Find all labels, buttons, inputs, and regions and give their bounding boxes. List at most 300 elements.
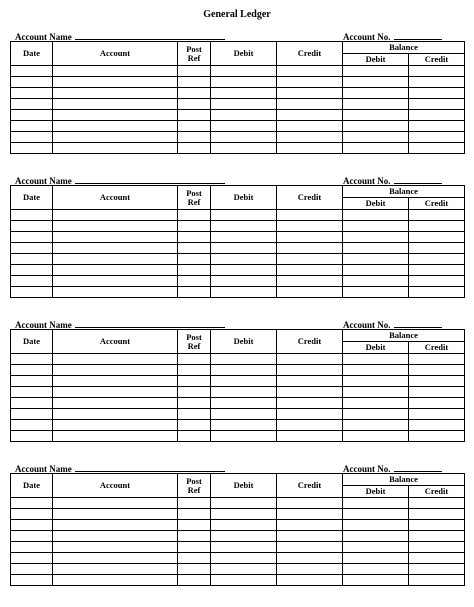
- cell[interactable]: [11, 121, 53, 132]
- col-postref-header: [178, 330, 211, 354]
- cell[interactable]: [409, 354, 465, 365]
- cell[interactable]: [53, 254, 178, 265]
- cell[interactable]: [11, 232, 53, 243]
- cell[interactable]: [211, 531, 277, 542]
- cell[interactable]: [11, 531, 53, 542]
- cell[interactable]: [343, 387, 409, 398]
- cell[interactable]: [409, 409, 465, 420]
- cell[interactable]: [277, 509, 343, 520]
- cell[interactable]: [277, 110, 343, 121]
- cell[interactable]: [178, 88, 211, 99]
- table-row: [11, 509, 465, 520]
- cell[interactable]: [277, 121, 343, 132]
- cell[interactable]: [211, 409, 277, 420]
- cell[interactable]: [11, 221, 53, 232]
- cell[interactable]: [211, 254, 277, 265]
- cell[interactable]: [409, 420, 465, 431]
- cell[interactable]: [277, 564, 343, 575]
- cell[interactable]: [53, 531, 178, 542]
- account-no-line[interactable]: [394, 31, 442, 40]
- cell[interactable]: [277, 88, 343, 99]
- cell[interactable]: [409, 376, 465, 387]
- col-balance-debit-header: Debit: [343, 54, 409, 66]
- col-account-header: Account: [53, 474, 178, 498]
- cell[interactable]: [178, 431, 211, 442]
- cell[interactable]: [53, 354, 178, 365]
- cell[interactable]: [53, 210, 178, 221]
- cell[interactable]: [277, 531, 343, 542]
- cell[interactable]: [53, 88, 178, 99]
- ledger-body[interactable]: [11, 210, 465, 298]
- cell[interactable]: [277, 520, 343, 531]
- cell[interactable]: [343, 121, 409, 132]
- cell[interactable]: [211, 132, 277, 143]
- cell[interactable]: [343, 77, 409, 88]
- cell[interactable]: [11, 276, 53, 287]
- cell[interactable]: [277, 99, 343, 110]
- cell[interactable]: [11, 110, 53, 121]
- cell[interactable]: [211, 121, 277, 132]
- cell[interactable]: [11, 265, 53, 276]
- cell[interactable]: [53, 265, 178, 276]
- page-title: General Ledger: [203, 9, 271, 20]
- cell[interactable]: [178, 265, 211, 276]
- postref-line1: Post: [186, 43, 202, 54]
- cell[interactable]: [211, 398, 277, 409]
- cell[interactable]: [343, 265, 409, 276]
- cell[interactable]: [53, 420, 178, 431]
- cell[interactable]: [409, 77, 465, 88]
- cell[interactable]: [11, 387, 53, 398]
- cell[interactable]: [178, 110, 211, 121]
- account-name-line[interactable]: [75, 175, 225, 184]
- cell[interactable]: [409, 143, 465, 154]
- cell[interactable]: [11, 254, 53, 265]
- cell[interactable]: [53, 143, 178, 154]
- col-balance-debit-header: Debit: [343, 486, 409, 498]
- col-date-header: Date: [11, 330, 53, 354]
- cell[interactable]: [211, 354, 277, 365]
- cell[interactable]: [409, 265, 465, 276]
- cell[interactable]: [409, 531, 465, 542]
- cell[interactable]: [11, 77, 53, 88]
- cell[interactable]: [53, 575, 178, 586]
- cell[interactable]: [211, 509, 277, 520]
- cell[interactable]: [178, 520, 211, 531]
- cell[interactable]: [343, 88, 409, 99]
- cell[interactable]: [11, 376, 53, 387]
- cell[interactable]: [409, 398, 465, 409]
- cell[interactable]: [178, 509, 211, 520]
- cell[interactable]: [409, 88, 465, 99]
- table-row: [11, 243, 465, 254]
- account-name-line[interactable]: [75, 319, 225, 328]
- cell[interactable]: [178, 132, 211, 143]
- col-credit-header: Credit: [277, 474, 343, 498]
- cell[interactable]: [277, 376, 343, 387]
- table-row: [11, 232, 465, 243]
- cell[interactable]: [211, 553, 277, 564]
- cell[interactable]: [211, 77, 277, 88]
- cell[interactable]: [343, 99, 409, 110]
- cell[interactable]: [343, 553, 409, 564]
- cell[interactable]: [11, 542, 53, 553]
- postref-line2: Ref: [187, 340, 201, 351]
- cell[interactable]: [409, 520, 465, 531]
- cell[interactable]: [211, 387, 277, 398]
- cell[interactable]: [343, 376, 409, 387]
- cell[interactable]: [11, 420, 53, 431]
- cell[interactable]: [409, 243, 465, 254]
- cell[interactable]: [343, 409, 409, 420]
- cell[interactable]: [277, 232, 343, 243]
- cell[interactable]: [178, 498, 211, 509]
- cell[interactable]: [343, 110, 409, 121]
- col-credit-header: Credit: [277, 42, 343, 66]
- cell[interactable]: [11, 398, 53, 409]
- col-postref-header: [178, 186, 211, 210]
- cell[interactable]: [277, 66, 343, 77]
- cell[interactable]: [178, 243, 211, 254]
- postref-line2: Ref: [187, 484, 201, 495]
- cell[interactable]: [343, 254, 409, 265]
- cell[interactable]: [53, 409, 178, 420]
- cell[interactable]: [277, 409, 343, 420]
- postref-line1: Post: [186, 475, 202, 486]
- cell[interactable]: [343, 143, 409, 154]
- ledger-table: [10, 41, 465, 154]
- table-row: [11, 221, 465, 232]
- cell[interactable]: [277, 143, 343, 154]
- cell[interactable]: [178, 99, 211, 110]
- cell[interactable]: [211, 221, 277, 232]
- col-date-header: Date: [11, 42, 53, 66]
- cell[interactable]: [178, 287, 211, 298]
- cell[interactable]: [343, 564, 409, 575]
- cell[interactable]: [178, 575, 211, 586]
- cell[interactable]: [11, 88, 53, 99]
- cell[interactable]: [53, 520, 178, 531]
- cell[interactable]: [11, 498, 53, 509]
- cell[interactable]: [178, 354, 211, 365]
- cell[interactable]: [178, 254, 211, 265]
- cell[interactable]: [343, 509, 409, 520]
- cell[interactable]: [409, 564, 465, 575]
- cell[interactable]: [178, 420, 211, 431]
- col-debit-header: Debit: [211, 186, 277, 210]
- table-row: [11, 553, 465, 564]
- cell[interactable]: [211, 520, 277, 531]
- col-balance-header: Balance: [343, 42, 465, 54]
- cell[interactable]: [277, 575, 343, 586]
- cell[interactable]: [178, 553, 211, 564]
- cell[interactable]: [343, 132, 409, 143]
- cell[interactable]: [178, 398, 211, 409]
- col-balance-header: Balance: [343, 474, 465, 486]
- cell[interactable]: [409, 553, 465, 564]
- table-row: [11, 542, 465, 553]
- cell[interactable]: [343, 210, 409, 221]
- cell[interactable]: [53, 498, 178, 509]
- cell[interactable]: [53, 387, 178, 398]
- cell[interactable]: [343, 420, 409, 431]
- cell[interactable]: [178, 232, 211, 243]
- cell[interactable]: [409, 498, 465, 509]
- cell[interactable]: [53, 77, 178, 88]
- postref-line1: Post: [186, 331, 202, 342]
- table-row: [11, 121, 465, 132]
- cell[interactable]: [409, 431, 465, 442]
- cell[interactable]: [53, 431, 178, 442]
- cell[interactable]: [343, 531, 409, 542]
- account-name-label: Account Name: [15, 320, 72, 330]
- table-row: [11, 564, 465, 575]
- cell[interactable]: [277, 243, 343, 254]
- ledger-table: [10, 185, 465, 298]
- cell[interactable]: [178, 365, 211, 376]
- cell[interactable]: [53, 99, 178, 110]
- cell[interactable]: [11, 99, 53, 110]
- cell[interactable]: [211, 243, 277, 254]
- account-no-line[interactable]: [394, 463, 442, 472]
- cell[interactable]: [409, 365, 465, 376]
- cell[interactable]: [277, 210, 343, 221]
- cell[interactable]: [211, 88, 277, 99]
- cell[interactable]: [409, 210, 465, 221]
- cell[interactable]: [211, 420, 277, 431]
- cell[interactable]: [409, 254, 465, 265]
- cell[interactable]: [53, 243, 178, 254]
- cell[interactable]: [178, 387, 211, 398]
- col-credit-header: Credit: [277, 186, 343, 210]
- ledger-table: [10, 329, 465, 442]
- cell[interactable]: [277, 553, 343, 564]
- cell[interactable]: [11, 520, 53, 531]
- cell[interactable]: [211, 365, 277, 376]
- account-no-label: Account No.: [343, 176, 391, 186]
- cell[interactable]: [53, 398, 178, 409]
- table-row: [11, 387, 465, 398]
- account-name-label: Account Name: [15, 464, 72, 474]
- cell[interactable]: [53, 376, 178, 387]
- table-row: [11, 531, 465, 542]
- cell[interactable]: [343, 398, 409, 409]
- table-row: [11, 99, 465, 110]
- cell[interactable]: [277, 387, 343, 398]
- cell[interactable]: [178, 531, 211, 542]
- table-row: [11, 276, 465, 287]
- cell[interactable]: [343, 498, 409, 509]
- cell[interactable]: [211, 66, 277, 77]
- col-date-header: Date: [11, 186, 53, 210]
- col-balance-header: Balance: [343, 330, 465, 342]
- cell[interactable]: [409, 387, 465, 398]
- cell[interactable]: [178, 221, 211, 232]
- cell[interactable]: [53, 365, 178, 376]
- cell[interactable]: [178, 66, 211, 77]
- cell[interactable]: [178, 409, 211, 420]
- cell[interactable]: [343, 287, 409, 298]
- cell[interactable]: [409, 509, 465, 520]
- table-row: [11, 110, 465, 121]
- cell[interactable]: [211, 431, 277, 442]
- cell[interactable]: [11, 431, 53, 442]
- cell[interactable]: [409, 110, 465, 121]
- ledger-body[interactable]: [11, 66, 465, 154]
- cell[interactable]: [11, 287, 53, 298]
- ledger-section-3: [10, 319, 464, 352]
- cell[interactable]: [11, 575, 53, 586]
- ledger-body[interactable]: [11, 498, 465, 586]
- cell[interactable]: [211, 575, 277, 586]
- cell[interactable]: [343, 66, 409, 77]
- cell[interactable]: [409, 276, 465, 287]
- cell[interactable]: [277, 365, 343, 376]
- cell[interactable]: [11, 354, 53, 365]
- cell[interactable]: [178, 143, 211, 154]
- account-name-line[interactable]: [75, 31, 225, 40]
- postref-line1: Post: [186, 187, 202, 198]
- cell[interactable]: [409, 99, 465, 110]
- cell[interactable]: [343, 542, 409, 553]
- col-postref-header: [178, 474, 211, 498]
- cell[interactable]: [53, 509, 178, 520]
- cell[interactable]: [211, 564, 277, 575]
- col-balance-credit-header: Credit: [409, 54, 465, 66]
- col-account-header: Account: [53, 330, 178, 354]
- table-row: [11, 376, 465, 387]
- table-row: [11, 287, 465, 298]
- cell[interactable]: [211, 143, 277, 154]
- cell[interactable]: [211, 276, 277, 287]
- cell[interactable]: [178, 376, 211, 387]
- account-name-line[interactable]: [75, 463, 225, 472]
- cell[interactable]: [178, 121, 211, 132]
- cell[interactable]: [343, 221, 409, 232]
- cell[interactable]: [53, 221, 178, 232]
- cell[interactable]: [11, 243, 53, 254]
- table-row: [11, 143, 465, 154]
- cell[interactable]: [409, 575, 465, 586]
- table-row: [11, 431, 465, 442]
- cell[interactable]: [11, 409, 53, 420]
- cell[interactable]: [11, 210, 53, 221]
- cell[interactable]: [211, 232, 277, 243]
- cell[interactable]: [211, 265, 277, 276]
- ledger-table: [10, 473, 465, 586]
- table-row: [11, 88, 465, 99]
- cell[interactable]: [211, 110, 277, 121]
- ledger-section-2: [10, 175, 464, 208]
- cell[interactable]: [343, 575, 409, 586]
- cell[interactable]: [53, 66, 178, 77]
- col-account-header: Account: [53, 186, 178, 210]
- cell[interactable]: [11, 143, 53, 154]
- cell[interactable]: [178, 276, 211, 287]
- cell[interactable]: [53, 564, 178, 575]
- cell[interactable]: [53, 287, 178, 298]
- cell[interactable]: [277, 398, 343, 409]
- cell[interactable]: [343, 431, 409, 442]
- cell[interactable]: [409, 232, 465, 243]
- account-no-line[interactable]: [394, 319, 442, 328]
- cell[interactable]: [409, 542, 465, 553]
- cell[interactable]: [53, 132, 178, 143]
- cell[interactable]: [211, 498, 277, 509]
- cell[interactable]: [178, 564, 211, 575]
- cell[interactable]: [343, 232, 409, 243]
- col-debit-header: Debit: [211, 330, 277, 354]
- cell[interactable]: [11, 365, 53, 376]
- cell[interactable]: [277, 498, 343, 509]
- account-name-label: Account Name: [15, 32, 72, 42]
- cell[interactable]: [53, 232, 178, 243]
- postref-line2: Ref: [187, 196, 201, 207]
- cell[interactable]: [343, 243, 409, 254]
- cell[interactable]: [53, 542, 178, 553]
- cell[interactable]: [277, 354, 343, 365]
- cell[interactable]: [409, 132, 465, 143]
- col-balance-credit-header: Credit: [409, 486, 465, 498]
- table-row: [11, 77, 465, 88]
- cell[interactable]: [277, 77, 343, 88]
- ledger-body[interactable]: [11, 354, 465, 442]
- cell[interactable]: [277, 276, 343, 287]
- table-row: [11, 66, 465, 77]
- cell[interactable]: [53, 553, 178, 564]
- cell[interactable]: [178, 210, 211, 221]
- account-no-line[interactable]: [394, 175, 442, 184]
- ledger-section-1: [10, 31, 464, 64]
- cell[interactable]: [211, 210, 277, 221]
- cell[interactable]: [277, 287, 343, 298]
- cell[interactable]: [277, 221, 343, 232]
- cell[interactable]: [409, 66, 465, 77]
- table-row: [11, 498, 465, 509]
- cell[interactable]: [343, 276, 409, 287]
- col-balance-credit-header: Credit: [409, 342, 465, 354]
- cell[interactable]: [277, 542, 343, 553]
- cell[interactable]: [211, 99, 277, 110]
- cell[interactable]: [343, 520, 409, 531]
- cell[interactable]: [277, 431, 343, 442]
- account-no-label: Account No.: [343, 464, 391, 474]
- cell[interactable]: [343, 354, 409, 365]
- cell[interactable]: [277, 420, 343, 431]
- cell[interactable]: [277, 132, 343, 143]
- cell[interactable]: [11, 553, 53, 564]
- cell[interactable]: [277, 265, 343, 276]
- cell[interactable]: [11, 509, 53, 520]
- cell[interactable]: [11, 66, 53, 77]
- cell[interactable]: [211, 287, 277, 298]
- cell[interactable]: [53, 121, 178, 132]
- cell[interactable]: [211, 542, 277, 553]
- cell[interactable]: [343, 365, 409, 376]
- cell[interactable]: [178, 77, 211, 88]
- table-row: [11, 265, 465, 276]
- cell[interactable]: [409, 287, 465, 298]
- cell[interactable]: [409, 121, 465, 132]
- cell[interactable]: [277, 254, 343, 265]
- cell[interactable]: [53, 110, 178, 121]
- cell[interactable]: [53, 276, 178, 287]
- cell[interactable]: [211, 376, 277, 387]
- cell[interactable]: [178, 542, 211, 553]
- cell[interactable]: [11, 564, 53, 575]
- cell[interactable]: [409, 221, 465, 232]
- cell[interactable]: [11, 132, 53, 143]
